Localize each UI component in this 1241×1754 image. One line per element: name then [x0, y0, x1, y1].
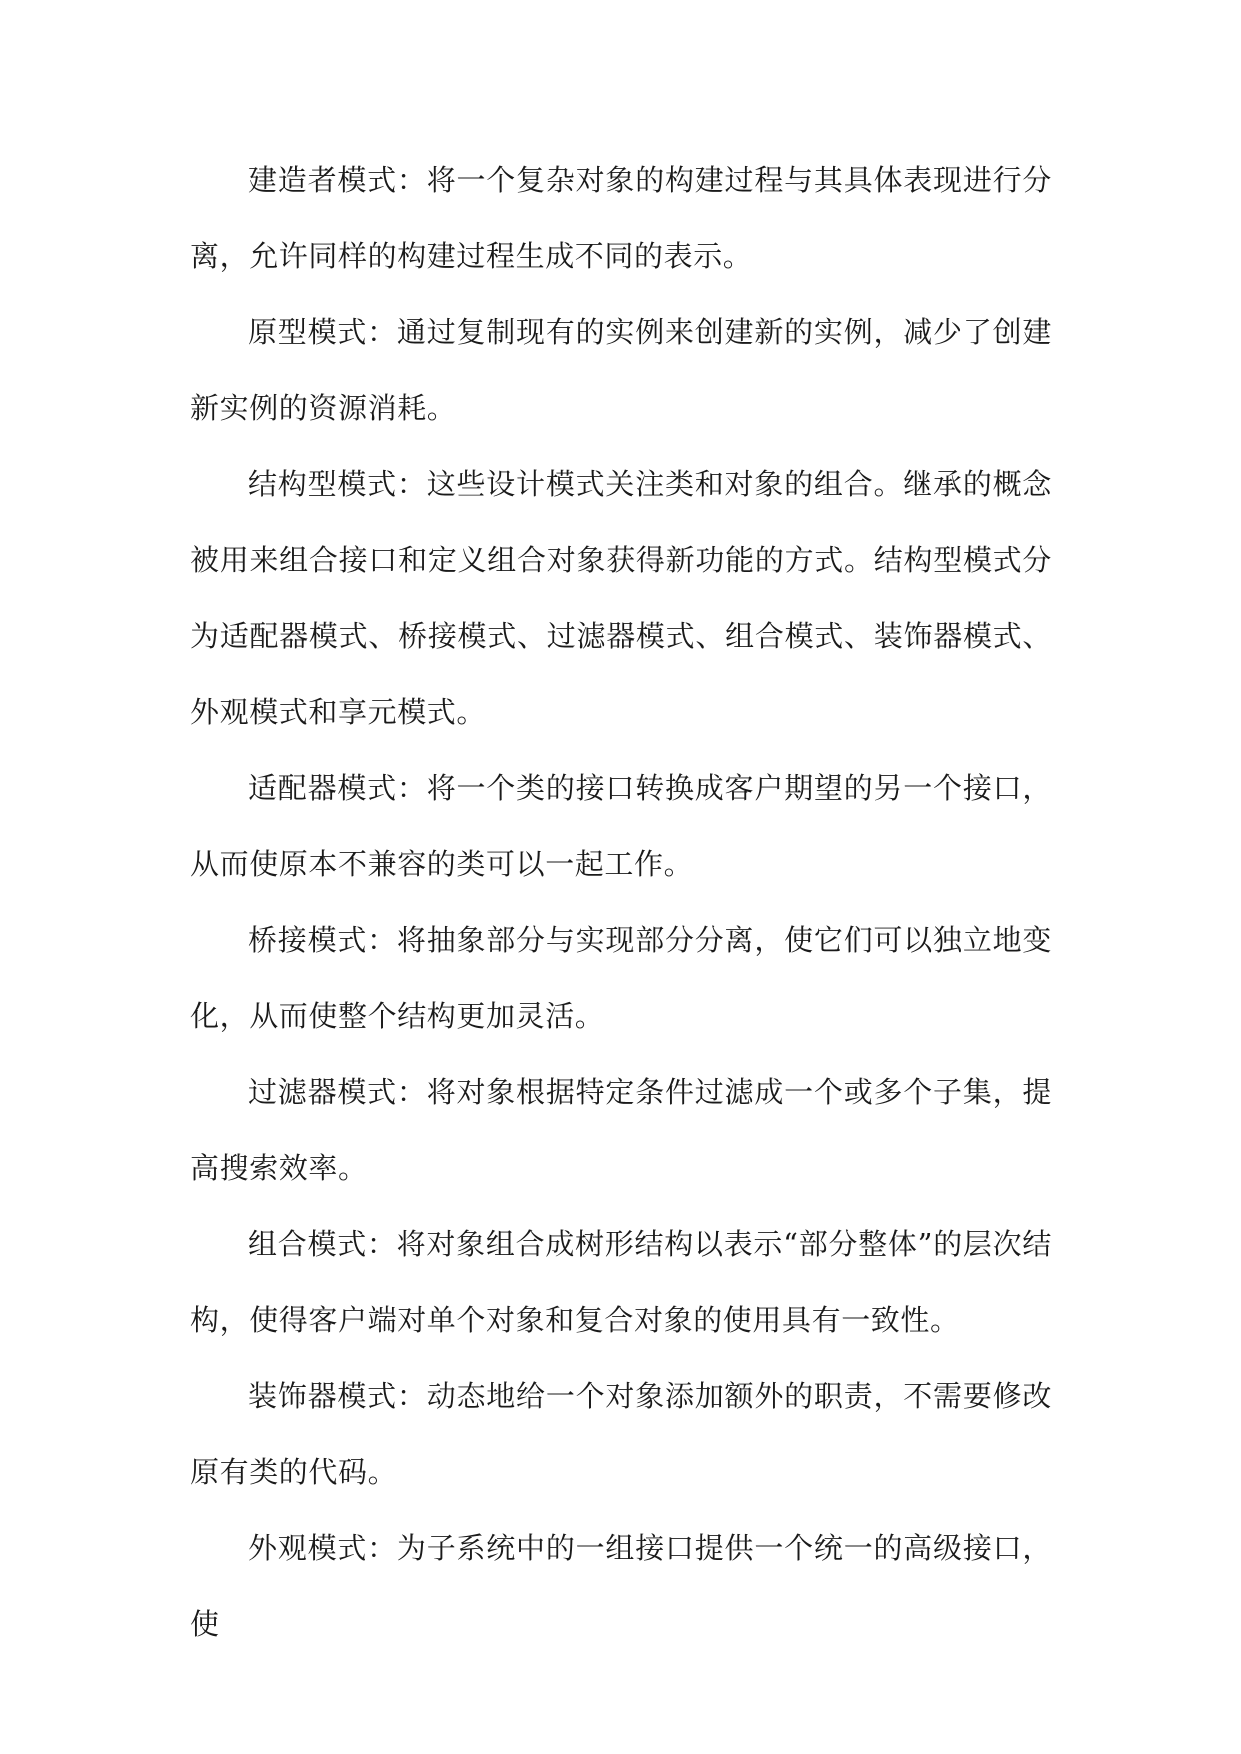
paragraph-filter-pattern: 过滤器模式：将对象根据特定条件过滤成一个或多个子集，提高搜索效率。 — [190, 1075, 1052, 1185]
document-body — [190, 142, 1052, 1662]
paragraph-bridge-pattern: 桥接模式：将抽象部分与实现部分分离，使它们可以独立地变化，从而使整个结构更加灵活。 — [190, 923, 1052, 1033]
paragraph-adapter-pattern: 适配器模式：将一个类的接口转换成客户期望的另一个接口，从而使原本不兼容的类可以一起工作。 — [190, 771, 1052, 881]
paragraph-structural-patterns: 结构型模式：这些设计模式关注类和对象的组合。继承的概念被用来组合接口和定义组合对象获得新功能的方式。结构型模式分为适配器模式、桥接模式、过滤器模式、组合模式、装饰器模式、外观模式和享元模式。 — [190, 467, 1052, 729]
paragraph-composite-pattern: 组合模式：将对象组合成树形结构以表示“部分整体”的层次结构，使得客户端对单个对象和复合对象的使用具有一致性。 — [190, 1227, 1052, 1337]
paragraph-prototype-pattern: 原型模式：通过复制现有的实例来创建新的实例，减少了创建新实例的资源消耗。 — [190, 315, 1052, 425]
paragraph-decorator-pattern: 装饰器模式：动态地给一个对象添加额外的职责，不需要修改原有类的代码。 — [190, 1379, 1052, 1489]
paragraph-facade-pattern: 外观模式：为子系统中的一组接口提供一个统一的高级接口，使 — [190, 1531, 1052, 1641]
paragraph-builder-pattern: 建造者模式：将一个复杂对象的构建过程与其具体表现进行分离，允许同样的构建过程生成不同的表示。 — [190, 163, 1052, 273]
